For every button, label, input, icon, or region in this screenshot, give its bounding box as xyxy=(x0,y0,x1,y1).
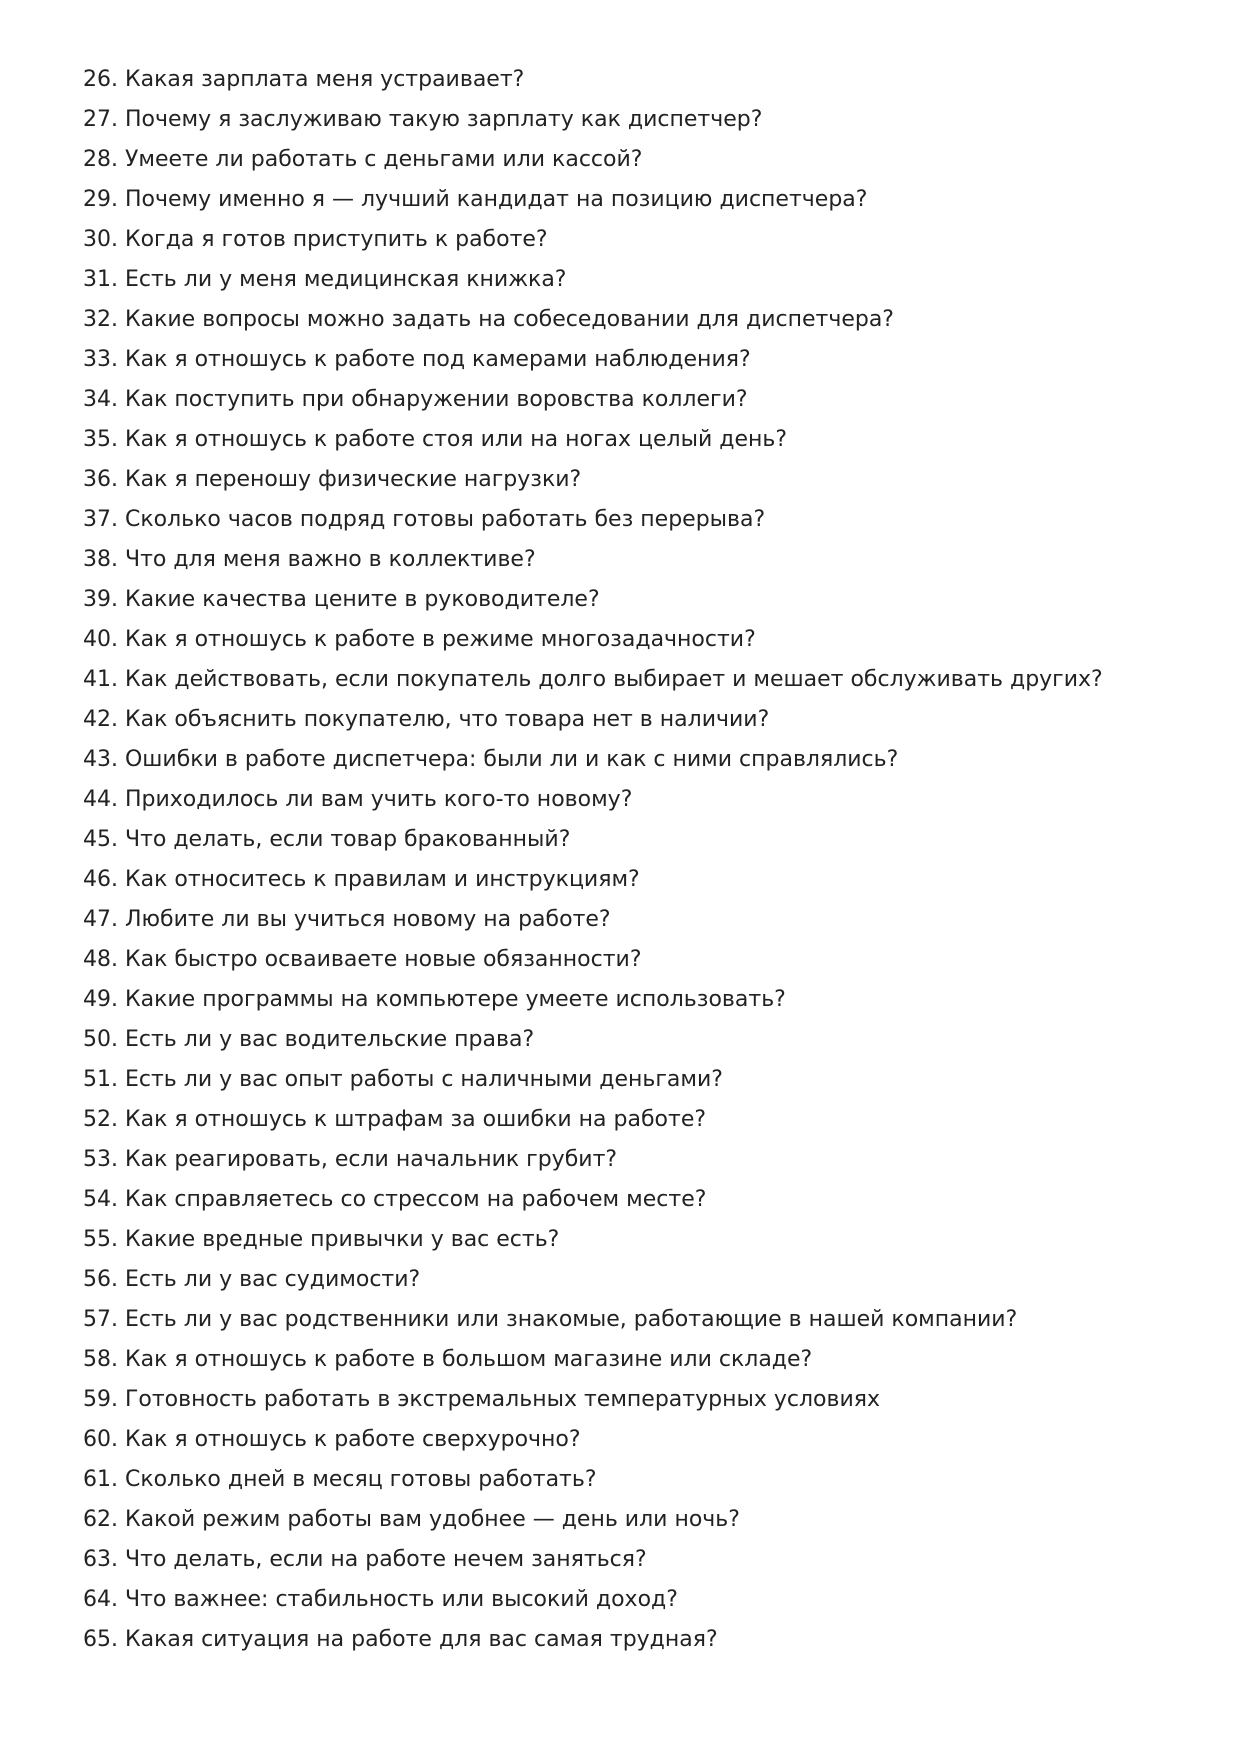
question-item: 26. Какая зарплата меня устраивает? xyxy=(83,67,525,92)
question-item: 44. Приходилось ли вам учить кого-то новому? xyxy=(83,787,633,812)
question-item: 47. Любите ли вы учиться новому на работе? xyxy=(83,907,611,932)
question-item: 32. Какие вопросы можно задать на собеседовании для диспетчера? xyxy=(83,307,894,332)
question-item: 35. Как я отношусь к работе стоя или на ногах целый день? xyxy=(83,427,788,452)
question-item: 29. Почему именно я — лучший кандидат на позицию диспетчера? xyxy=(83,187,868,212)
question-item: 41. Как действовать, если покупатель долго выбирает и мешает обслуживать других? xyxy=(83,667,1103,692)
question-item: 46. Как относитесь к правилам и инструкциям? xyxy=(83,867,640,892)
question-item: 33. Как я отношусь к работе под камерами наблюдения? xyxy=(83,347,751,372)
question-item: 57. Есть ли у вас родственники или знакомые, работающие в нашей компании? xyxy=(83,1307,1018,1332)
question-item: 62. Какой режим работы вам удобнее — день или ночь? xyxy=(83,1507,740,1532)
question-item: 30. Когда я готов приступить к работе? xyxy=(83,227,548,252)
question-item: 49. Какие программы на компьютере умеете использовать? xyxy=(83,987,786,1012)
question-item: 58. Как я отношусь к работе в большом магазине или складе? xyxy=(83,1347,813,1372)
question-item: 64. Что важнее: стабильность или высокий доход? xyxy=(83,1587,678,1612)
question-item: 52. Как я отношусь к штрафам за ошибки на работе? xyxy=(83,1107,707,1132)
question-item: 38. Что для меня важно в коллективе? xyxy=(83,547,536,572)
question-item: 59. Готовность работать в экстремальных температурных условиях xyxy=(83,1387,880,1412)
question-item: 48. Как быстро осваиваете новые обязанности? xyxy=(83,947,642,972)
question-item: 60. Как я отношусь к работе сверхурочно? xyxy=(83,1427,581,1452)
question-item: 61. Сколько дней в месяц готовы работать? xyxy=(83,1467,597,1492)
question-item: 34. Как поступить при обнаружении воровства коллеги? xyxy=(83,387,748,412)
question-item: 51. Есть ли у вас опыт работы с наличными деньгами? xyxy=(83,1067,723,1092)
question-item: 55. Какие вредные привычки у вас есть? xyxy=(83,1227,560,1252)
question-item: 45. Что делать, если товар бракованный? xyxy=(83,827,571,852)
question-item: 27. Почему я заслуживаю такую зарплату как диспетчер? xyxy=(83,107,763,132)
question-item: 37. Сколько часов подряд готовы работать без перерыва? xyxy=(83,507,766,532)
question-item: 36. Как я переношу физические нагрузки? xyxy=(83,467,582,492)
question-item: 40. Как я отношусь к работе в режиме многозадачности? xyxy=(83,627,756,652)
question-item: 53. Как реагировать, если начальник грубит? xyxy=(83,1147,618,1172)
question-item: 39. Какие качества цените в руководителе? xyxy=(83,587,600,612)
question-item: 42. Как объяснить покупателю, что товара нет в наличии? xyxy=(83,707,770,732)
question-item: 50. Есть ли у вас водительские права? xyxy=(83,1027,535,1052)
question-item: 54. Как справляетесь со стрессом на рабочем месте? xyxy=(83,1187,707,1212)
question-item: 65. Какая ситуация на работе для вас самая трудная? xyxy=(83,1627,718,1652)
question-item: 56. Есть ли у вас судимости? xyxy=(83,1267,421,1292)
question-item: 43. Ошибки в работе диспетчера: были ли и как с ними справлялись? xyxy=(83,747,899,772)
question-item: 28. Умеете ли работать с деньгами или кассой? xyxy=(83,147,643,172)
question-item: 31. Есть ли у меня медицинская книжка? xyxy=(83,267,567,292)
question-list xyxy=(83,60,1103,1660)
question-item: 63. Что делать, если на работе нечем заняться? xyxy=(83,1547,647,1572)
